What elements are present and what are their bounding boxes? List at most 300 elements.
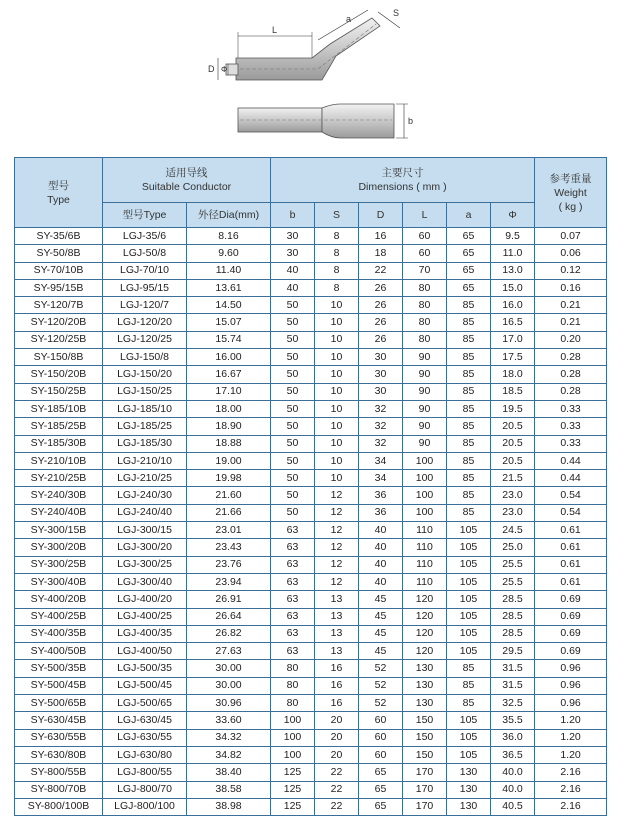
cell-conductor-type: LGJ-400/50 <box>103 643 187 660</box>
cell-conductor-type: LGJ-800/100 <box>103 798 187 815</box>
cell-conductor-type: LGJ-70/10 <box>103 262 187 279</box>
cell-a: 105 <box>447 539 491 556</box>
cell-D: 45 <box>359 643 403 660</box>
cell-conductor-type: LGJ-150/25 <box>103 383 187 400</box>
cell-model: SY-120/7B <box>15 297 103 314</box>
cell-a: 65 <box>447 228 491 245</box>
cell-model: SY-400/25B <box>15 608 103 625</box>
cell-a: 85 <box>447 314 491 331</box>
header-weight-cn: 参考重量 <box>549 172 592 185</box>
cell-model: SY-50/8B <box>15 245 103 262</box>
cell-L: 90 <box>403 349 447 366</box>
cell-conductor-type: LGJ-150/20 <box>103 366 187 383</box>
cell-S: 8 <box>315 245 359 262</box>
cell-b: 50 <box>271 331 315 348</box>
cell-conductor-type: LGJ-800/55 <box>103 764 187 781</box>
cell-L: 130 <box>403 695 447 712</box>
cell-phi: 25.5 <box>491 573 535 590</box>
cell-diameter: 27.63 <box>187 643 271 660</box>
cell-D: 16 <box>359 228 403 245</box>
cell-L: 90 <box>403 418 447 435</box>
cell-phi: 32.5 <box>491 695 535 712</box>
cell-L: 90 <box>403 383 447 400</box>
table-row <box>15 383 607 400</box>
cell-a: 105 <box>447 591 491 608</box>
cell-b: 40 <box>271 262 315 279</box>
dim-a-label: a <box>346 14 352 24</box>
cell-diameter: 15.74 <box>187 331 271 348</box>
cell-conductor-type: LGJ-120/25 <box>103 331 187 348</box>
cell-a: 130 <box>447 798 491 815</box>
cell-model: SY-630/55B <box>15 729 103 746</box>
cell-S: 12 <box>315 539 359 556</box>
cell-weight: 0.07 <box>535 228 607 245</box>
cell-a: 85 <box>447 297 491 314</box>
cell-phi: 28.5 <box>491 591 535 608</box>
table-row <box>15 314 607 331</box>
cell-S: 10 <box>315 314 359 331</box>
cell-phi: 19.5 <box>491 400 535 417</box>
table-row <box>15 279 607 296</box>
cell-phi: 16.0 <box>491 297 535 314</box>
table-row <box>15 608 607 625</box>
table-row <box>15 677 607 694</box>
cell-phi: 17.5 <box>491 349 535 366</box>
cell-conductor-type: LGJ-210/25 <box>103 470 187 487</box>
cell-b: 125 <box>271 764 315 781</box>
cell-L: 110 <box>403 522 447 539</box>
cell-diameter: 23.76 <box>187 556 271 573</box>
cell-L: 100 <box>403 504 447 521</box>
cell-a: 85 <box>447 504 491 521</box>
cell-S: 10 <box>315 400 359 417</box>
cell-S: 22 <box>315 781 359 798</box>
cell-weight: 0.06 <box>535 245 607 262</box>
cell-model: SY-400/50B <box>15 643 103 660</box>
table-row <box>15 297 607 314</box>
cell-L: 80 <box>403 314 447 331</box>
table-row <box>15 798 607 815</box>
cell-phi: 16.5 <box>491 314 535 331</box>
cell-D: 26 <box>359 314 403 331</box>
cell-weight: 0.44 <box>535 452 607 469</box>
cell-S: 12 <box>315 522 359 539</box>
cell-weight: 0.61 <box>535 556 607 573</box>
bent-connector-drawing <box>208 8 400 80</box>
cell-a: 85 <box>447 470 491 487</box>
header-S: S <box>315 203 359 228</box>
cell-diameter: 13.61 <box>187 279 271 296</box>
cell-a: 85 <box>447 400 491 417</box>
cell-phi: 40.0 <box>491 764 535 781</box>
cell-conductor-type: LGJ-500/45 <box>103 677 187 694</box>
cell-L: 120 <box>403 608 447 625</box>
header-conductor <box>103 158 271 203</box>
cell-S: 10 <box>315 331 359 348</box>
table-row <box>15 625 607 642</box>
cell-diameter: 15.07 <box>187 314 271 331</box>
cell-model: SY-150/25B <box>15 383 103 400</box>
cell-a: 130 <box>447 781 491 798</box>
cell-model: SY-800/55B <box>15 764 103 781</box>
header-model-cn: 型号 <box>48 179 69 192</box>
cell-diameter: 18.00 <box>187 400 271 417</box>
cell-L: 120 <box>403 625 447 642</box>
table-row <box>15 729 607 746</box>
cell-S: 20 <box>315 729 359 746</box>
dim-phi-label: Φ <box>221 65 228 74</box>
cell-model: SY-300/20B <box>15 539 103 556</box>
cell-S: 10 <box>315 383 359 400</box>
cell-b: 80 <box>271 677 315 694</box>
cell-model: SY-120/20B <box>15 314 103 331</box>
cell-conductor-type: LGJ-300/40 <box>103 573 187 590</box>
cell-a: 85 <box>447 383 491 400</box>
cell-model: SY-185/10B <box>15 400 103 417</box>
cell-model: SY-240/40B <box>15 504 103 521</box>
cell-b: 50 <box>271 314 315 331</box>
cell-S: 12 <box>315 487 359 504</box>
dim-S-label: S <box>393 8 400 18</box>
table-row <box>15 228 607 245</box>
cell-L: 100 <box>403 487 447 504</box>
cell-L: 110 <box>403 573 447 590</box>
cell-a: 105 <box>447 608 491 625</box>
cell-weight: 0.61 <box>535 573 607 590</box>
cell-L: 70 <box>403 262 447 279</box>
cell-D: 65 <box>359 798 403 815</box>
cell-weight: 2.16 <box>535 781 607 798</box>
cell-D: 45 <box>359 625 403 642</box>
cell-conductor-type: LGJ-400/25 <box>103 608 187 625</box>
header-row-main <box>15 158 607 203</box>
cell-weight: 1.20 <box>535 712 607 729</box>
cell-S: 12 <box>315 556 359 573</box>
cell-conductor-type: LGJ-185/25 <box>103 418 187 435</box>
specification-table <box>14 157 607 816</box>
connector-diagram <box>0 0 624 155</box>
header-dims-cn: 主要尺寸 <box>381 167 424 179</box>
cell-conductor-type: LGJ-120/7 <box>103 297 187 314</box>
cell-b: 63 <box>271 573 315 590</box>
cell-S: 10 <box>315 470 359 487</box>
cell-a: 85 <box>447 349 491 366</box>
cell-conductor-type: LGJ-630/55 <box>103 729 187 746</box>
cell-S: 8 <box>315 228 359 245</box>
cell-L: 100 <box>403 452 447 469</box>
cell-L: 170 <box>403 798 447 815</box>
cell-diameter: 30.96 <box>187 695 271 712</box>
cell-phi: 25.5 <box>491 556 535 573</box>
cell-weight: 0.61 <box>535 522 607 539</box>
cell-D: 22 <box>359 262 403 279</box>
header-b: b <box>271 203 315 228</box>
table-row <box>15 781 607 798</box>
cell-L: 90 <box>403 435 447 452</box>
cell-diameter: 26.64 <box>187 608 271 625</box>
cell-a: 105 <box>447 522 491 539</box>
cell-model: SY-300/40B <box>15 573 103 590</box>
cell-conductor-type: LGJ-500/65 <box>103 695 187 712</box>
cell-conductor-type: LGJ-300/25 <box>103 556 187 573</box>
dim-b-label: b <box>408 116 414 126</box>
cell-diameter: 30.00 <box>187 660 271 677</box>
cell-D: 40 <box>359 539 403 556</box>
cell-conductor-type: LGJ-400/35 <box>103 625 187 642</box>
table-row <box>15 400 607 417</box>
cell-a: 85 <box>447 435 491 452</box>
cell-model: SY-400/20B <box>15 591 103 608</box>
cell-diameter: 8.16 <box>187 228 271 245</box>
cell-D: 18 <box>359 245 403 262</box>
cell-diameter: 21.66 <box>187 504 271 521</box>
cell-a: 65 <box>447 279 491 296</box>
cell-weight: 0.69 <box>535 591 607 608</box>
cell-L: 80 <box>403 297 447 314</box>
cell-a: 85 <box>447 487 491 504</box>
cell-L: 170 <box>403 781 447 798</box>
cell-a: 105 <box>447 643 491 660</box>
cell-weight: 0.20 <box>535 331 607 348</box>
cell-conductor-type: LGJ-500/35 <box>103 660 187 677</box>
cell-model: SY-185/25B <box>15 418 103 435</box>
cell-model: SY-70/10B <box>15 262 103 279</box>
cell-phi: 40.5 <box>491 798 535 815</box>
cell-diameter: 34.82 <box>187 746 271 763</box>
cell-a: 105 <box>447 746 491 763</box>
cell-phi: 21.5 <box>491 470 535 487</box>
cell-model: SY-500/35B <box>15 660 103 677</box>
cell-b: 50 <box>271 349 315 366</box>
cell-diameter: 34.32 <box>187 729 271 746</box>
cell-phi: 13.0 <box>491 262 535 279</box>
cell-b: 50 <box>271 418 315 435</box>
header-conductor-en: Suitable Conductor <box>141 181 232 193</box>
cell-model: SY-210/25B <box>15 470 103 487</box>
table-row <box>15 262 607 279</box>
header-conductor-cn: 适用导线 <box>165 167 208 179</box>
cell-D: 26 <box>359 331 403 348</box>
cell-conductor-type: LGJ-120/20 <box>103 314 187 331</box>
cell-D: 34 <box>359 452 403 469</box>
cell-a: 85 <box>447 418 491 435</box>
cell-S: 13 <box>315 625 359 642</box>
cell-diameter: 17.10 <box>187 383 271 400</box>
cell-D: 52 <box>359 660 403 677</box>
cell-b: 100 <box>271 712 315 729</box>
cell-model: SY-120/25B <box>15 331 103 348</box>
cell-S: 10 <box>315 349 359 366</box>
cell-conductor-type: LGJ-240/40 <box>103 504 187 521</box>
cell-diameter: 9.60 <box>187 245 271 262</box>
cell-weight: 0.12 <box>535 262 607 279</box>
cell-diameter: 14.50 <box>187 297 271 314</box>
cell-phi: 9.5 <box>491 228 535 245</box>
cell-phi: 31.5 <box>491 660 535 677</box>
cell-b: 40 <box>271 279 315 296</box>
cell-weight: 0.21 <box>535 314 607 331</box>
table-row <box>15 452 607 469</box>
cell-D: 40 <box>359 556 403 573</box>
cell-b: 50 <box>271 366 315 383</box>
cell-D: 32 <box>359 418 403 435</box>
cell-weight: 0.69 <box>535 625 607 642</box>
cell-phi: 23.0 <box>491 504 535 521</box>
cell-diameter: 11.40 <box>187 262 271 279</box>
cell-D: 65 <box>359 781 403 798</box>
table-row <box>15 764 607 781</box>
cell-a: 85 <box>447 677 491 694</box>
cell-conductor-type: LGJ-630/80 <box>103 746 187 763</box>
cell-D: 30 <box>359 366 403 383</box>
cell-D: 45 <box>359 608 403 625</box>
cell-b: 30 <box>271 228 315 245</box>
cell-phi: 23.0 <box>491 487 535 504</box>
cell-D: 30 <box>359 349 403 366</box>
cell-L: 100 <box>403 470 447 487</box>
cell-model: SY-800/100B <box>15 798 103 815</box>
straight-connector-drawing <box>238 104 413 138</box>
cell-L: 130 <box>403 677 447 694</box>
cell-diameter: 18.90 <box>187 418 271 435</box>
header-phi: Φ <box>491 203 535 228</box>
cell-S: 16 <box>315 660 359 677</box>
dim-L-label: L <box>272 25 278 35</box>
cell-b: 63 <box>271 522 315 539</box>
cell-b: 50 <box>271 452 315 469</box>
cell-S: 16 <box>315 677 359 694</box>
cell-a: 105 <box>447 573 491 590</box>
cell-phi: 40.0 <box>491 781 535 798</box>
cell-D: 26 <box>359 279 403 296</box>
cell-diameter: 38.58 <box>187 781 271 798</box>
cell-model: SY-150/20B <box>15 366 103 383</box>
cell-model: SY-630/45B <box>15 712 103 729</box>
header-weight <box>535 158 607 228</box>
table-row <box>15 331 607 348</box>
table-row <box>15 522 607 539</box>
cell-weight: 0.28 <box>535 366 607 383</box>
cell-model: SY-630/80B <box>15 746 103 763</box>
table-row <box>15 245 607 262</box>
cell-D: 60 <box>359 746 403 763</box>
cell-D: 52 <box>359 695 403 712</box>
cell-model: SY-35/6B <box>15 228 103 245</box>
cell-b: 125 <box>271 798 315 815</box>
cell-D: 36 <box>359 504 403 521</box>
cell-diameter: 38.98 <box>187 798 271 815</box>
cell-L: 60 <box>403 228 447 245</box>
cell-D: 32 <box>359 400 403 417</box>
cell-phi: 36.5 <box>491 746 535 763</box>
cell-L: 150 <box>403 712 447 729</box>
cell-phi: 15.0 <box>491 279 535 296</box>
cell-S: 12 <box>315 504 359 521</box>
cell-a: 85 <box>447 695 491 712</box>
table-body <box>15 228 607 816</box>
cell-weight: 0.28 <box>535 349 607 366</box>
cell-a: 105 <box>447 712 491 729</box>
cell-L: 170 <box>403 764 447 781</box>
cell-a: 85 <box>447 452 491 469</box>
cell-weight: 1.20 <box>535 729 607 746</box>
cell-phi: 20.5 <box>491 452 535 469</box>
cell-D: 60 <box>359 729 403 746</box>
cell-phi: 18.0 <box>491 366 535 383</box>
cell-weight: 1.20 <box>535 746 607 763</box>
cell-b: 50 <box>271 383 315 400</box>
cell-diameter: 23.01 <box>187 522 271 539</box>
header-model-en: Type <box>47 193 70 206</box>
cell-L: 130 <box>403 660 447 677</box>
cell-diameter: 21.60 <box>187 487 271 504</box>
cell-b: 50 <box>271 400 315 417</box>
cell-weight: 0.16 <box>535 279 607 296</box>
cell-conductor-type: LGJ-210/10 <box>103 452 187 469</box>
cell-weight: 0.96 <box>535 695 607 712</box>
cell-model: SY-500/45B <box>15 677 103 694</box>
cell-phi: 20.5 <box>491 418 535 435</box>
cell-weight: 2.16 <box>535 798 607 815</box>
cell-L: 120 <box>403 643 447 660</box>
cell-weight: 0.21 <box>535 297 607 314</box>
cell-conductor-type: LGJ-630/45 <box>103 712 187 729</box>
cell-a: 65 <box>447 245 491 262</box>
cell-weight: 0.33 <box>535 435 607 452</box>
header-D: D <box>359 203 403 228</box>
cell-diameter: 26.82 <box>187 625 271 642</box>
cell-D: 40 <box>359 522 403 539</box>
cell-weight: 0.96 <box>535 660 607 677</box>
cell-D: 32 <box>359 435 403 452</box>
cell-b: 50 <box>271 470 315 487</box>
cell-weight: 0.54 <box>535 504 607 521</box>
cell-conductor-type: LGJ-95/15 <box>103 279 187 296</box>
table-row <box>15 695 607 712</box>
cell-S: 8 <box>315 262 359 279</box>
cell-b: 80 <box>271 660 315 677</box>
cell-conductor-type: LGJ-50/8 <box>103 245 187 262</box>
cell-phi: 31.5 <box>491 677 535 694</box>
cell-weight: 0.54 <box>535 487 607 504</box>
cell-L: 90 <box>403 400 447 417</box>
table-row <box>15 435 607 452</box>
table-row <box>15 539 607 556</box>
table-row <box>15 573 607 590</box>
cell-model: SY-185/30B <box>15 435 103 452</box>
cell-model: SY-500/65B <box>15 695 103 712</box>
table-row <box>15 418 607 435</box>
cell-L: 80 <box>403 279 447 296</box>
table-row <box>15 504 607 521</box>
cell-diameter: 18.88 <box>187 435 271 452</box>
cell-diameter: 23.94 <box>187 573 271 590</box>
cell-diameter: 38.40 <box>187 764 271 781</box>
table-row <box>15 366 607 383</box>
table-row <box>15 746 607 763</box>
cell-conductor-type: LGJ-400/20 <box>103 591 187 608</box>
cell-model: SY-800/70B <box>15 781 103 798</box>
cell-a: 85 <box>447 660 491 677</box>
cell-b: 50 <box>271 297 315 314</box>
cell-weight: 0.44 <box>535 470 607 487</box>
cell-phi: 24.5 <box>491 522 535 539</box>
cell-D: 45 <box>359 591 403 608</box>
cell-conductor-type: LGJ-300/20 <box>103 539 187 556</box>
cell-diameter: 16.00 <box>187 349 271 366</box>
cell-S: 10 <box>315 366 359 383</box>
cell-conductor-type: LGJ-150/8 <box>103 349 187 366</box>
